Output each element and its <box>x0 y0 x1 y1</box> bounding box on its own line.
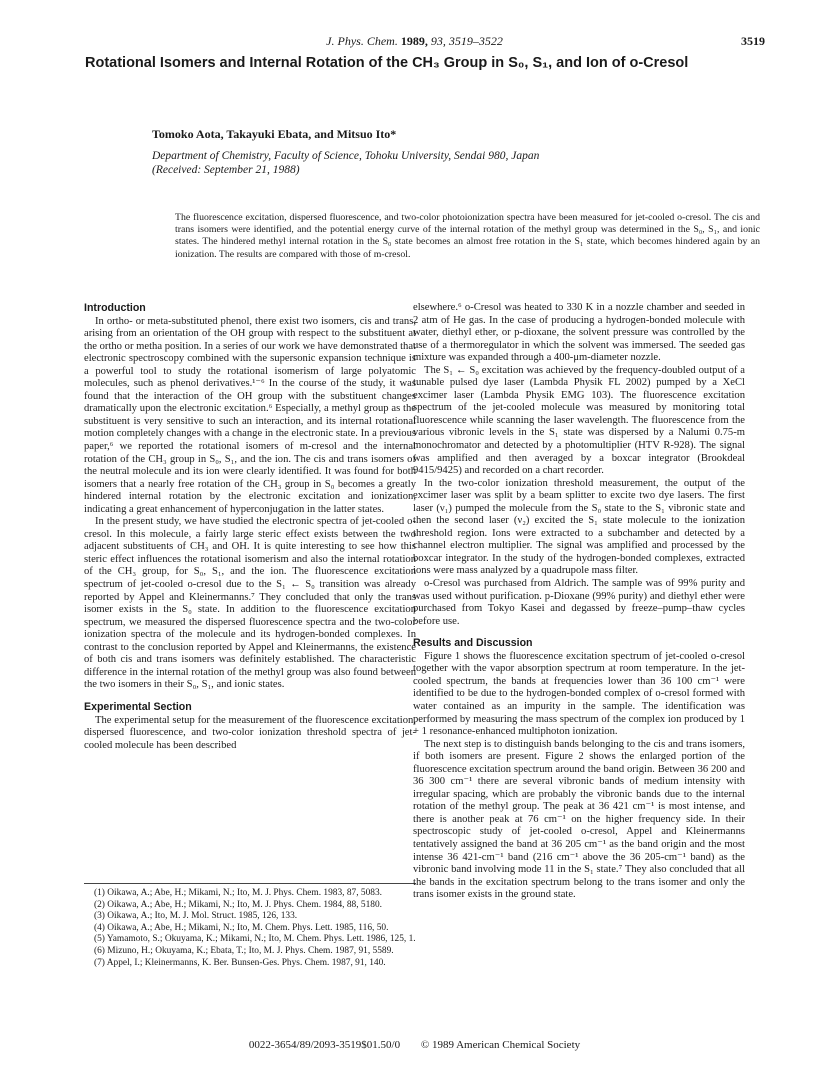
intro-paragraph-2: In the present study, we have studied the electronic spectra of jet-cooled o-cresol. In this molecule, a fairly large steric effect exists between the two adjacent substituents of CH₃ and OH. It is quite interesting to see how this steric effect influences the rotational isomerism and also the internal rotation of the CH₃ group, for S₀, S₁, and the ion. The fluorescence excitation spectrum of jet-cooled o-cresol due to the S₁ ← S₀ transition was already reported by Appel and Kleinermanns.⁷ They concluded that only the trans isomer exists in the S₀ state. In addition to the fluorescence excitation spectrum, we measured the dispersed fluorescence spectra and the two-color ionization spectra of the molecule and its hydrogen-bonded complexes. In contrast to the conclusion reported by Appel and Kleinermanns, the existence of both cis and trans isomers was definitely established. The characteristic difference in the internal rotation of the methyl group was also found between the two isomers in their S₀, S₁, and ionic states. <box>84 516 416 691</box>
reference-item: (3) Oikawa, A.; Ito, M. J. Mol. Struct. 1985, 126, 133. <box>94 911 298 922</box>
page-number: 3519 <box>741 34 765 48</box>
results-paragraph-2: The next step is to distinguish bands belonging to the cis and trans isomers, if both isomers are present. Figure 2 shows the enlarged portion of the fluorescence excitation spectrum around the band origin. Between 36 200 and 36 300 cm⁻¹ there are several vibronic bands of medium intensity with irregular spacing, which are probably the vibronic bands due to the internal rotation of the methyl group. The peak at 36 421 cm⁻¹ is most intense, and there is another peak at 76 cm⁻¹ on the higher frequency side. In their spectroscopic study of jet-cooled o-cresol, Appel and Kleinermanns tentatively assigned the band at 36 205 cm⁻¹ as the band origin and the most intense 36 421-cm⁻¹ band (216 cm⁻¹ above the 36 205-cm⁻¹ band) as the vibronic band involving mode 11 in the S₁ state.⁷ They also concluded that all the bands in the excitation spectrum belong to the trans isomer and only the trans isomer exists in the ground state. <box>413 738 745 901</box>
affiliation-block <box>152 149 752 177</box>
experimental-heading: Experimental Section <box>84 700 192 713</box>
reference-item: (2) Oikawa, A.; Abe, H.; Mikami, N.; Ito, M. J. Phys. Chem. 1984, 88, 5180. <box>94 899 383 910</box>
reference-item: (7) Appel, I.; Kleinermanns, K. Ber. Bunsen-Ges. Phys. Chem. 1987, 91, 140. <box>94 957 386 968</box>
left-column <box>84 302 416 752</box>
reference-item: (4) Oikawa, A.; Abe, H.; Mikami, N.; Ito, M. Chem. Phys. Lett. 1985, 116, 50. <box>94 922 389 933</box>
reference-item: (1) Oikawa, A.; Abe, H.; Mikami, N.; Ito, M. J. Phys. Chem. 1983, 87, 5083. <box>94 888 383 898</box>
abstract: The fluorescence excitation, dispersed fluorescence, and two-color photoionization spectra have been measured for jet-cooled o-cresol. The cis and trans isomers were identified, and the potential energy curve of the internal rotation of the methyl group was determined in the S₀, S₁, and ionic states. The hindered methyl internal rotation in the S₀ state becomes an almost free rotation in the S₁ state, which becomes hindered again by an ionization. The results are compared with those of m-cresol. <box>175 212 760 260</box>
running-head <box>0 34 829 49</box>
reference-item: (5) Yamamoto, S.; Okuyama, K.; Mikami, N.; Ito, M. Chem. Phys. Lett. 1986, 125, 1. <box>94 934 416 945</box>
journal-name: J. Phys. Chem. <box>326 34 398 48</box>
page-footer <box>0 1039 829 1051</box>
affiliation: Department of Chemistry, Faculty of Science, Tohoku University, Sendai 980, Japan <box>152 150 540 162</box>
reference-list <box>84 883 416 969</box>
experimental-paragraph-1: The experimental setup for the measurement of the fluorescence excitation, dispersed fluorescence, and two-color ionization threshold spectra of jet-cooled molecule has been described <box>84 714 416 751</box>
received-date: (Received: September 21, 1988) <box>152 164 300 176</box>
results-heading: Results and Discussion <box>413 637 533 650</box>
right-column <box>413 302 745 902</box>
journal-pages: 3519–3522 <box>448 34 503 48</box>
intro-paragraph-1: In ortho- or meta-substituted phenol, there exist two isomers, cis and trans, arising from an orientation of the OH group with respect to the substituent at the ortho or metha position. In a series of our work we have demonstrated that electronic spectroscopy combined with the supersonic expansion technique is a powerful tool to study the rotational isomerism of large polyatomic molecules, such as phenol derivatives.¹⁻⁶ In the course of the study, it was found that the interaction of the OH group with the substituent changes dramatically upon the electronic excitation.⁶ Especially, a methyl group as the substituent is very sensitive to such an interaction, and its internal rotational motion completely changes with a change in the electronic state. In a previous paper,⁶ we reported the rotational isomers of m-cresol and the internal rotation of the CH₃ group in S₀, S₁, and the ion. The cis and trans isomers of the neutral molecule and its ion were clearly identified. It was found for both isomers that a nearly free rotation of the CH₃ group in S₀ becomes a greatly hindered internal rotation by the electronic excitation and ionization, indicating a great enhancement of hyperconjugation in the latter states. <box>84 315 416 515</box>
experimental-paragraph-continued: elsewhere.⁶ o-Cresol was heated to 330 K in a nozzle chamber and seeded in 2 atm of He gas. In the case of producing a hydrogen-bonded molecule with water, diethyl ether, or p-dioxane, the solvent pressure was controlled by the use of a thermoregulator in which the solvent was immersed. The seeded gas mixture was expanded through a 400-μm-diameter nozzle. <box>413 302 745 364</box>
introduction-heading: Introduction <box>84 302 146 314</box>
copyright-notice: © 1989 American Chemical Society <box>420 1039 581 1051</box>
article-code: 0022-3654/89/2093-3519$01.50/0 <box>248 1039 401 1051</box>
experimental-paragraph-4: o-Cresol was purchased from Aldrich. The sample was of 99% purity and was used without purification. p-Dioxane (99% purity) and diethyl ether were purchased from Tokyo Kasei and degassed by freeze–pump–thaw cycles before use. <box>413 578 745 627</box>
reference-item: (6) Mizuno, H.; Okuyama, K.; Ebata, T.; Ito, M. J. Phys. Chem. 1987, 91, 5589. <box>94 945 394 956</box>
journal-year: 1989, <box>400 34 428 48</box>
journal-volume: 93, <box>430 34 446 48</box>
results-paragraph-1: Figure 1 shows the fluorescence excitation spectrum of jet-cooled o-cresol together with the vapor absorption spectrum at room temperature. In the jet-cooled spectrum, the bands at frequencies lower than 36 100 cm⁻¹ were identified to be due to the hydrogen-bonded complex of o-cresol formed with water contained as an impurity in the sample. The identification was performed by measuring the mass spectrum of the complex ion produced by 1 + 1 resonance-enhanced multiphoton ionization. <box>413 650 745 738</box>
article-title: Rotational Isomers and Internal Rotation of the CH₃ Group in S₀, S₁, and Ion of o-Cresol <box>85 55 689 71</box>
author-list: Tomoko Aota, Takayuki Ebata, and Mitsuo Ito* <box>152 127 397 141</box>
experimental-paragraph-2: The S₁ ← S₀ excitation was achieved by the frequency-doubled output of a tunable pulsed dye laser (Lambda Physik FL 2002) pumped by a XeCl excimer laser (Lambda Physik EMG 103). The fluorescence excitation spectrum of the jet-cooled molecule was measured by monitoring total fluorescence while scanning the laser wavelength. The fluorescence from the various vibronic levels in the S₁ state was dispersed by a Nalumi 0.75-m monochromator and detected by a photomultiplier (HTV R-928). The signal was amplified and then averaged by a boxcar integrator (Brookdeal 9415/9425) and recorded on a chart recorder. <box>413 364 745 477</box>
footnote-rule <box>84 883 416 884</box>
experimental-paragraph-3: In the two-color ionization threshold measurement, the output of the excimer laser was split by a beam splitter to excite two dye lasers. The first laser (ν₁) pumped the molecule from the S₀ state to the S₁ vibronic state and then the second laser (ν₂) excited the S₁ state molecule to the ionization threshold region. Ions were extracted to a subchamber and detected by a channel electron multiplier. The signal was amplified and processed by the boxcar integrator. In the study of the hydrogen-bonded complexes, extracted ions were mass analyzed by a quadrupole mass filter. <box>413 477 745 577</box>
